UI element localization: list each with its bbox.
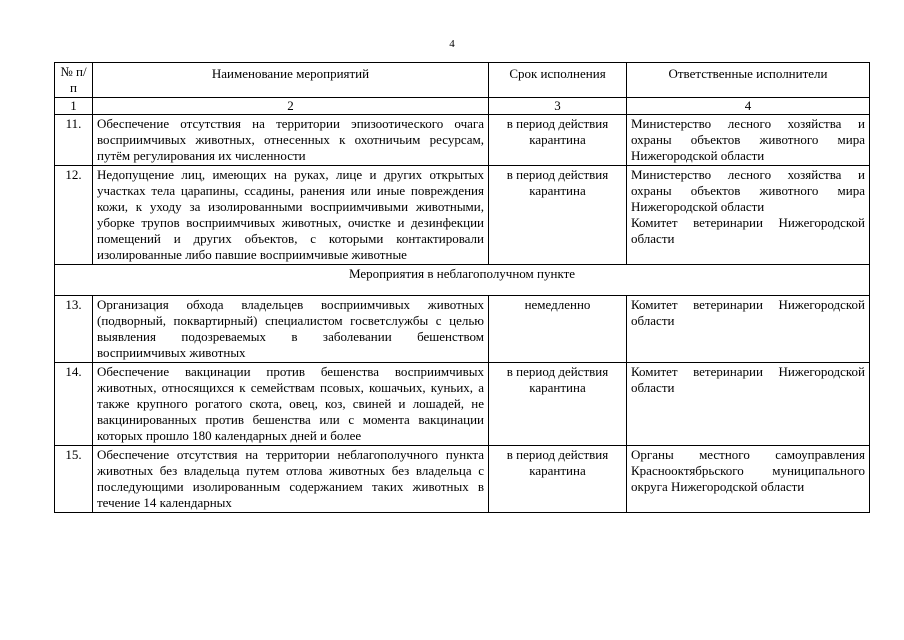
- table-row: [55, 166, 870, 265]
- table-row: [55, 363, 870, 446]
- measure-name: Обеспечение отсутствия на территории эпизоотического очага восприимчивых животных, отнесенных к охотничьим ресурсам, путём регулирования их численности: [93, 115, 489, 166]
- table-row: [55, 115, 870, 166]
- measure-name: Недопущение лиц, имеющих на руках, лице и других открытых участках тела царапины, ссадины, ранения или иные повреждения кожи, к уходу за изолированными восприимчивыми животными, уборке трупов восприимчивых животных, очистке и дезинфекции помещений и других объектов, с которыми контактировали изолированные либо павшие восприимчивые животные: [93, 166, 489, 265]
- table-header-row: [55, 63, 870, 98]
- measure-responsible: [627, 363, 870, 446]
- measure-responsible: [627, 296, 870, 363]
- measure-name: Обеспечение отсутствия на территории неблагополучного пункта животных без владельца путем отлова животных без владельца с последующими изолированным содержанием таких животных в течение 14 календарных: [93, 446, 489, 513]
- row-number: 12.: [55, 166, 93, 265]
- measure-term: в период действия карантина: [489, 166, 627, 265]
- measure-responsible: [627, 166, 870, 265]
- section-row: [55, 265, 870, 296]
- measure-term: в период действия карантина: [489, 446, 627, 513]
- table-row: [55, 296, 870, 363]
- row-number: 11.: [55, 115, 93, 166]
- responsible-entry: Комитет ветеринарии Нижегородской области: [631, 215, 865, 246]
- measure-responsible: [627, 446, 870, 513]
- column-index: 3: [489, 98, 627, 115]
- measures-table: [54, 62, 870, 513]
- responsible-entry: Министерство лесного хозяйства и охраны объектов животного мира Нижегородской области: [631, 116, 865, 163]
- responsible-entry: Министерство лесного хозяйства и охраны объектов животного мира Нижегородской области: [631, 167, 865, 214]
- row-number: 14.: [55, 363, 93, 446]
- responsible-entry: Комитет ветеринарии Нижегородской области: [631, 364, 865, 395]
- responsible-entry: Органы местного самоуправления Краснооктябрьского муниципального округа Нижегородской области: [631, 447, 865, 494]
- row-number: 13.: [55, 296, 93, 363]
- header-name: Наименование мероприятий: [93, 63, 489, 98]
- measure-name: Организация обхода владельцев восприимчивых животных (подворный, поквартирный) специалистом госветслужбы с целью выявления подозреваемых в заболевании бешенством восприимчивых животных: [93, 296, 489, 363]
- measure-term: немедленно: [489, 296, 627, 363]
- column-index: 4: [627, 98, 870, 115]
- header-term: Срок исполнения: [489, 63, 627, 98]
- column-index-row: [55, 98, 870, 115]
- row-number: 15.: [55, 446, 93, 513]
- measure-term: в период действия карантина: [489, 363, 627, 446]
- header-responsible: Ответственные исполнители: [627, 63, 870, 98]
- measure-name: Обеспечение вакцинации против бешенства восприимчивых животных, относящихся к семействам псовых, кошачьих, куньих, а также крупного рогатого скота, овец, коз, свиней и лошадей, не вакцинированных против бешенства или с момента вакцинации которых прошло 180 календарных дней и более: [93, 363, 489, 446]
- section-title: Мероприятия в неблагополучном пункте: [55, 265, 870, 296]
- table-row: [55, 446, 870, 513]
- column-index: 2: [93, 98, 489, 115]
- measure-term: в период действия карантина: [489, 115, 627, 166]
- responsible-entry: Комитет ветеринарии Нижегородской области: [631, 297, 865, 328]
- measure-responsible: [627, 115, 870, 166]
- page-number: 4: [449, 38, 455, 50]
- column-index: 1: [55, 98, 93, 115]
- header-num: № п/п: [55, 63, 93, 98]
